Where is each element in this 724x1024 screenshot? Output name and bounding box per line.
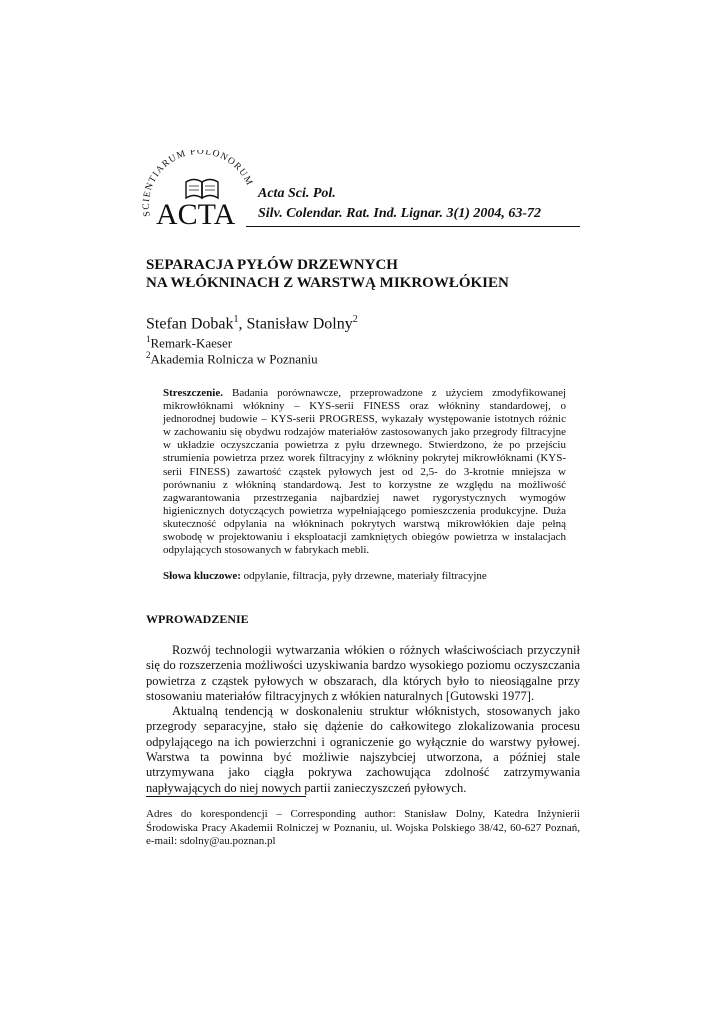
keywords-text: odpylanie, filtracja, pyły drzewne, materiały filtracyjne bbox=[243, 570, 487, 582]
open-book-icon bbox=[186, 180, 218, 199]
keywords-label: Słowa kluczowe: bbox=[163, 570, 241, 582]
author-name: Stanisław Dolny bbox=[246, 315, 353, 333]
journal-logo bbox=[142, 150, 260, 228]
affiliation bbox=[146, 350, 318, 367]
title-line-2: NA WŁÓKNINACH Z WARSTWĄ MIKROWŁÓKIEN bbox=[146, 275, 509, 291]
abstract bbox=[163, 387, 566, 557]
title-line-1: SEPARACJA PYŁÓW DRZEWNYCH bbox=[146, 257, 398, 273]
author-list bbox=[146, 314, 358, 333]
affiliation-text: Remark-Kaeser bbox=[150, 335, 233, 351]
footnote-divider bbox=[146, 796, 306, 797]
author-separator: , bbox=[238, 315, 247, 333]
author-affiliation-marker: 1 bbox=[233, 314, 239, 325]
acta-logo-graphic bbox=[142, 150, 260, 228]
author-name: Stefan Dobak bbox=[146, 315, 234, 333]
logo-arc-text: SCIENTIARUM POLONORUM bbox=[142, 150, 255, 218]
logo-wordmark: ACTA bbox=[156, 198, 236, 228]
keywords bbox=[163, 570, 566, 582]
paragraph: Rozwój technologii wytwarzania włókien o różnych właściwościach przyczynił się do rozszerzenia możliwości uzyskiwania bardzo wysokiego poziomu oczyszczania powietrza z cząstek pyłowych w obszarach, dla których było to nieosiągalne przy stosowaniu materiałów filtracyjnych z włókien naturalnych [Gutowski 1977]. bbox=[146, 643, 580, 703]
header-divider bbox=[246, 226, 580, 227]
article-title bbox=[146, 256, 586, 292]
footnote: Adres do korespondencji – Corresponding author: Stanisław Dolny, Katedra Inżynierii Środowiska Pracy Akademii Rolniczej w Poznaniu, ul. Wojska Polskiego 38/42, 60-627 Poznań, e-mail: sdolny@au.poznan.pl bbox=[146, 808, 580, 847]
affiliation bbox=[146, 334, 232, 351]
abstract-label: Streszczenie. bbox=[163, 387, 223, 399]
body-text bbox=[146, 643, 580, 796]
journal-name: Acta Sci. Pol. bbox=[258, 186, 336, 201]
affiliation-marker: 2 bbox=[146, 350, 151, 360]
abstract-text: Badania porównawcze, przeprowadzone z użyciem zmodyfikowanej mikrowłóknami włókniny – KYS-serii FINESS oraz włókniny standardowej, o jednorodnej budowie – KYS-serii PROGRESS, wykazały występowanie istotnych różnic w zachowaniu się obydwu rodzajów materiałów zastosowanych jako przegrody filtracyjne w układzie oczyszczania powietrza z pyłu drzewnego. Stwierdzono, że po przejściu strumienia powietrza przez worek filtracyjny z włókniny pokrytej mikrowłóknami (KYS-serii FINESS) zawartość cząstek pyłowych jest od 2,5- do 3-krotnie mniejsza w porównaniu z włókniną standardową. Jest to korzystne ze względu na możliwość zagwarantowania przestrzegania najbardziej nawet rygorystycznych wymogów higienicznych dotyczących powietrza wypełniającego pomieszczenia produkcyjne. Duża skuteczność odpylania na włókninach pokrytych warstwą mikrowłókien daje pełną swobodę w projektowaniu i eksploatacji zamkniętych obiegów powietrza w instalacjach odpylających stosowanych w fabrykach mebli. bbox=[163, 387, 567, 557]
section-heading: WPROWADZENIE bbox=[146, 612, 249, 626]
affiliation-text: Akademia Rolnicza w Poznaniu bbox=[150, 351, 318, 367]
affiliation-marker: 1 bbox=[146, 334, 151, 344]
author-affiliation-marker: 2 bbox=[352, 314, 358, 325]
journal-series: Silv. Colendar. Rat. Ind. Lignar. 3(1) 2004, 63-72 bbox=[258, 206, 542, 221]
paragraph: Aktualną tendencją w doskonaleniu struktur włóknistych, stosowanych jako przegrody separacyjne, stało się dążenie do całkowitego zlokalizowania procesu odpylającego na ich powierzchni i ograniczenie go wyłącznie do warstwy pyłowej. Warstwa ta powinna być możliwie najszybciej utworzona, a później stale utrzymywana jako ciągła pokrywa zachowująca zdolność zatrzymywania napływających do niej nowych partii zanieczyszczeń pyłowych. bbox=[146, 704, 580, 795]
